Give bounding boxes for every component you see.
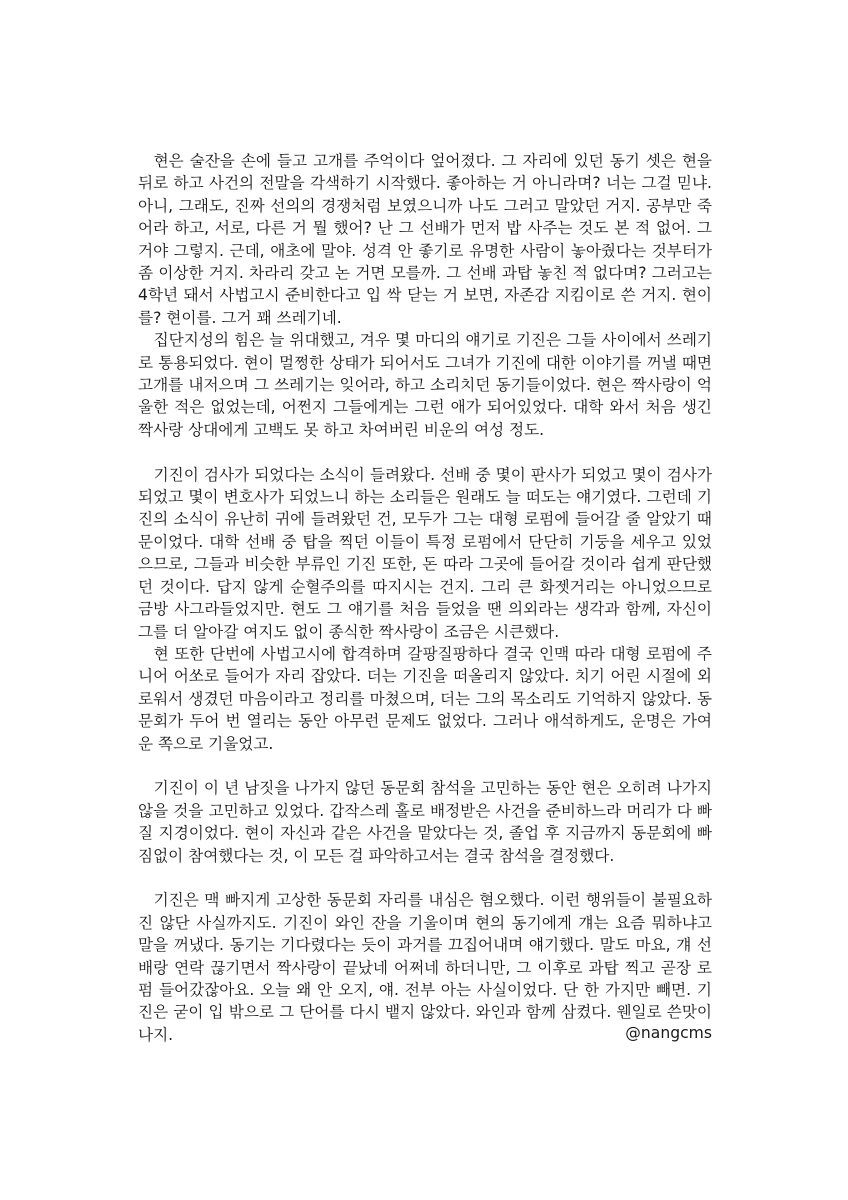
paragraph-6: 기진은 맥 빠지게 고상한 동문회 자리를 내심은 혐오했다. 이런 행위들이 불필요하진 않단 사실까지도. 기진이 와인 잔을 기울이며 현의 동기에게 걔는 요즘 뭐하냐고 말을 꺼냈다. 동기는 기다렸다는 듯이 과거를 끄집어내며 얘기했다. 말도 마요, 걔 선배랑 연락 끊기면서 짝사랑이 끝났네 어쩌네 하더니만, 그 이후로 과탑 찍고 곧장 로펌 들어갔잖아요. 오늘 왜 안 오지, 얘. 전부 아는 사실이었다. 단 한 가지만 빼면. 기진은 굳이 입 밖으로 그 단어를 다시 뱉지 않았다. 와인과 함께 삼켰다. 웬일로 쓴맛이 나지.	[138, 891, 712, 1044]
paragraph-spacer	[138, 441, 712, 463]
paragraph-spacer	[138, 755, 712, 777]
paragraph-spacer	[138, 867, 712, 889]
paragraph-2: 집단지성의 힘은 늘 위대했고, 겨우 몇 마디의 얘기로 기진은 그들 사이에서 쓰레기로 통용되었다. 현이 멀쩡한 상태가 되어서도 그녀가 기진에 대한 이야기를 꺼낼 때면 고개를 내저으며 그 쓰레기는 잊어라, 하고 소리치던 동기들이었다. 현은 짝사랑이 억울한 적은 없었는데, 어쩐지 그들에게는 그런 애가 되어있었다. 대학 와서 처음 생긴 짝사랑 상대에게 고백도 못 하고 차여버린 비운의 여성 정도.	[138, 331, 712, 439]
paragraph-1: 현은 술잔을 손에 들고 고개를 주억이다 엎어졌다. 그 자리에 있던 동기 셋은 현을 뒤로 하고 사건의 전말을 각색하기 시작했다. 좋아하는 거 아니라며? 너는 그걸 믿냐. 아니, 그래도, 진짜 선의의 경쟁처럼 보였으니까 나도 그러고 말았던 거지. 공부만 죽어라 하고, 서로, 다른 거 뭘 했어? 난 그 선배가 먼저 밥 사주는 것도 본 적 없어. 그거야 그렇지. 근데, 애초에 말야. 성격 안 좋기로 유명한 사람이 놓아줬다는 것부터가 좀 이상한 거지. 차라리 갖고 논 거면 모를까. 그 선배 과탑 놓친 적 없다며? 그러고는 4학년 돼서 사법고시 준비한다고 입 싹 닫는 거 보면, 자존감 지킴이로 쓴 거지. 현이를? 현이를. 그거 꽤 쓰레기네.	[138, 152, 712, 327]
paragraph-5: 기진이 이 년 남짓을 나가지 않던 동문회 참석을 고민하는 동안 현은 오히려 나가지 않을 것을 고민하고 있었다. 갑작스레 홀로 배정받은 사건을 준비하느라 머리가 다 빠질 지경이었다. 현이 자신과 같은 사건을 맡았다는 것, 졸업 후 지금까지 동문회에 빠짐없이 참여했다는 것, 이 모든 걸 파악하고서는 결국 참석을 결정했다.	[138, 779, 712, 865]
author-signature: @nangcms	[625, 1024, 712, 1042]
story-text	[138, 150, 712, 1046]
paragraph-4: 현 또한 단번에 사법고시에 합격하며 갈팡질팡하다 결국 인맥 따라 대형 로펌에 주니어 어쏘로 들어가 자리 잡았다. 더는 기진을 떠올리지 않았다. 치기 어린 시절에 외로워서 생겼던 마음이라고 정리를 마쳤으며, 더는 그의 목소리도 기억하지 않았다. 동문회가 두어 번 열리는 동안 아무런 문제도 없었다. 그러나 애석하게도, 운명은 가여운 쪽으로 기울었고.	[138, 644, 712, 753]
paragraph-3: 기진이 검사가 되었다는 소식이 들려왔다. 선배 중 몇이 판사가 되었고 몇이 검사가 되었고 몇이 변호사가 되었느니 하는 소리들은 원래도 늘 떠도는 얘기였다. 그런데 기진의 소식이 유난히 귀에 들려왔던 건, 모두가 그는 대형 로펌에 들어갈 줄 알았기 때문이었다. 대학 선배 중 탑을 찍던 이들이 특정 로펌에서 단단히 기둥을 세우고 있었으므로, 그들과 비슷한 부류인 기진 또한, 돈 따라 그곳에 들어갈 것이라 쉽게 판단했던 것이다. 답지 않게 순혈주의를 따지시는 건지. 그리 큰 화젯거리는 아니었으므로 금방 사그라들었지만. 현도 그 얘기를 처음 들었을 땐 의외라는 생각과 함께, 자신이 그를 더 알아갈 여지도 없이 종식한 짝사랑이 조금은 시큰했다.	[138, 465, 712, 641]
